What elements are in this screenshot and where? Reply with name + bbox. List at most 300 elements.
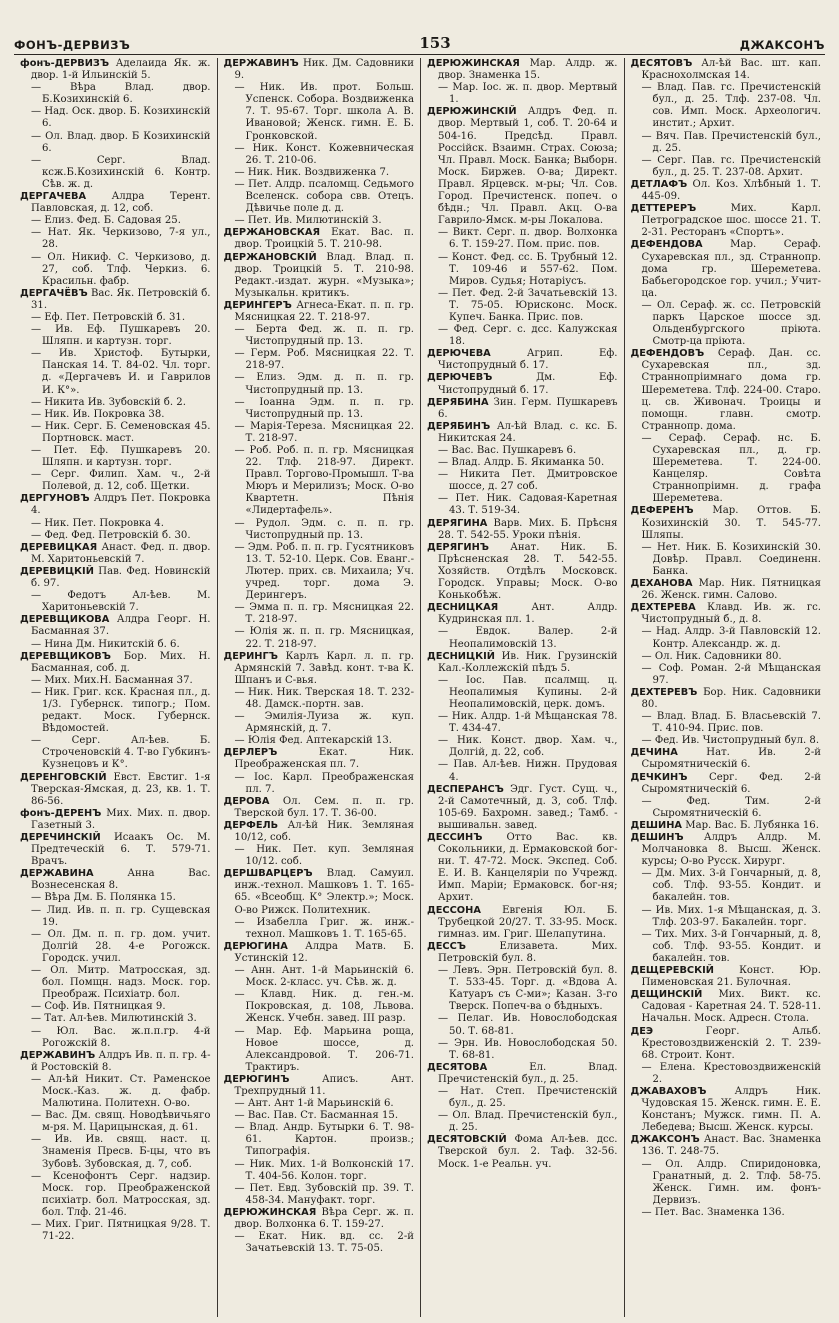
surname: ДЕРЖАВИНА (20, 868, 94, 880)
surname: ДЕРЮЖИНСКАЯ (427, 58, 520, 69)
entry-text: Ол. Ник. Садовники 80. (654, 650, 782, 662)
entry-continuation (224, 626, 415, 650)
entry-text: Мар. Іос. ж. п. двор. Мертвый 1. (449, 82, 618, 106)
directory-entry (631, 820, 822, 832)
entry-continuation (224, 397, 415, 421)
entry-continuation (224, 711, 415, 735)
surname: ДЕРГУНОВЪ (20, 493, 90, 505)
directory-entry (224, 747, 415, 771)
surname: ДЕРЖАНОВСКІЙ (223, 251, 317, 263)
entry-text: Мар. Сераф. Сухаревская пл., зд. Страннопр. дома гр. Шереметева. Бабьегородское гор. учил.; Учит-ца. (641, 239, 821, 299)
entry-text: Викт. Серг. п. двор. Волхонка 6. Т. 159-27. Пом. прис. пов. (449, 227, 618, 251)
entry-text: Влад. Влад. Б. Власьевскій 7. Т. 410-94. Прис. пов. (652, 711, 822, 735)
directory-entry (427, 348, 618, 372)
entry-text: Пет. Еф. Пушкаревъ 20. Шляпн. и картузн. торг. (42, 445, 211, 469)
entry-text: Алдръ Пет. Покровка 4. (31, 493, 211, 517)
entry-text: Бор. Мих. Н. Басманная, соб. д. (31, 650, 211, 674)
entry-text: Вѣра Дм. Б. Полянка 15. (44, 892, 176, 904)
entry-continuation (224, 542, 415, 602)
entry-continuation (20, 675, 211, 687)
entry-continuation (427, 1038, 618, 1062)
entry-text: Серг. Влад. ксж.Б.Козихинскій 6. Контр. Сѣв. ж. д. (42, 154, 211, 190)
directory-entry (631, 578, 822, 602)
entry-continuation (20, 1110, 211, 1134)
entry-continuation (631, 796, 822, 820)
entry-continuation (224, 421, 415, 445)
entry-continuation (427, 1013, 618, 1037)
running-head-right: ДЖАКСОНЪ (739, 38, 825, 52)
columns (14, 58, 827, 1317)
surname: ДЕЭ (630, 1025, 654, 1037)
directory-entry (631, 203, 822, 239)
directory-entry (20, 191, 211, 215)
entry-continuation (631, 155, 822, 179)
entry-text: Ник. Ник. Тверская 18. Т. 232-48. Дамск.-портн. зав. (245, 686, 414, 710)
entry-text: Ал-ѣй Влад. с. кс. Б. Никитская 24. (438, 420, 618, 444)
entry-text: Эдм. Роб. п. п. гр. Гусятниковъ 13. Т. 52-10. Церк. Сов. Еванг.-Лютер. прих. св. Михаила; Уч. учред. торг. дома Э. Дерингеръ. (245, 541, 415, 602)
entry-text: Ив. Еф. Пушкаревъ 20. Шляпн. и картузн. торг. (42, 324, 211, 348)
entry-continuation (20, 965, 211, 1001)
entry-text: Ник. Ив. Покровка 38. (44, 408, 165, 420)
entry-text: Над. Алдр. 3-й Павловскій 12. Контр. Александр. ж. д. (652, 626, 821, 650)
entry-text: Эмма п. п. гр. Мясницкая 22. Т. 218-97. (245, 602, 414, 626)
entry-continuation (20, 397, 211, 409)
entry-continuation (20, 518, 211, 530)
entry-text: Левъ. Эрн. Петровскій бул. 8. Т. 533-45. Торг. д. «Вдова А. Катуаръ съ С-ми»; Казан. 3-го Тверск. Попеч-ва о бѣдныхъ. (449, 965, 618, 1013)
entry-continuation (427, 626, 618, 650)
surname: ДЕСНИЦКАЯ (427, 602, 499, 614)
surname: ДЕССИНЪ (427, 832, 483, 843)
header-rule (14, 54, 825, 55)
entry-continuation (631, 929, 822, 965)
entry-text: Рудол. Эдм. с. п. п. гр. Чистопрудный пр. 13. (245, 517, 414, 541)
surname: ДЕРЖАВИНЪ (20, 1049, 96, 1061)
entry-continuation (224, 772, 415, 796)
entry-text: Исаакъ Ос. М. Предтеческій 6. Т. 579-71. Врачъ. (31, 832, 211, 868)
entry-text: Марія-Тереза. Мясницкая 22. Т. 218-97. (245, 420, 414, 444)
entry-text: Елиз. Эдм. д. п. п. гр. Чистопрудный пр. 13. (245, 372, 414, 396)
column-2 (218, 58, 422, 1317)
directory-entry (427, 542, 618, 602)
entry-text: Ник. Пет. Покровка 4. (44, 517, 164, 529)
surname: ДЕСПЕРАНСЪ (427, 783, 504, 795)
entry-continuation (20, 421, 211, 445)
entry-text: Отто Вас. кв. Сокольники, д. Ермаковской бог-ни. Т. 47-72. Моск. Экспед. Соб. Е. И. В. Канцеляріи по Учрежд. Имп. Маріи; Ермаковск. бог-ня; Архит. (438, 832, 618, 904)
entry-text: Юл. Вас. ж.п.п.гр. 4-й Рогожскій 8. (42, 1025, 211, 1049)
entry-continuation (631, 433, 822, 506)
entry-continuation (224, 917, 415, 941)
entry-continuation (427, 1110, 618, 1134)
entry-text: Никита Пет. Дмитровское шоссе, д. 27 соб. (449, 469, 618, 493)
surname: ДЕРШВАРЦЕРЪ (223, 868, 313, 880)
directory-entry (20, 614, 211, 638)
entry-text: Влад. Пав. гс. Пречистенскій бул., д. 25. Тлф. 237-08. Чл. сов. Имп. Моск. Археологич. инстит.; Архит. (652, 82, 821, 130)
directory-entry (20, 651, 211, 675)
surname: ДЕРЮЧЕВЪ (427, 372, 493, 384)
directory-entry (427, 832, 618, 905)
entry-continuation (631, 1207, 822, 1219)
surname: ДЕССОНА (427, 904, 481, 916)
entry-continuation (20, 312, 211, 324)
entry-continuation (631, 868, 822, 904)
directory-entry (427, 1062, 618, 1086)
entry-text: Алдръ Ник. Чудовская 15. Женск. гимн. Е. Е. Констанъ; Мужск. гимн. П. А. Лебедева; Высш. Женск. курсы. (641, 1085, 821, 1134)
directory-entry (631, 1026, 822, 1062)
directory-entry (427, 602, 618, 626)
directory-entry (631, 832, 822, 868)
entry-continuation (20, 1001, 211, 1013)
running-head-left: ФОНЪ-ДЕРВИЗЪ (14, 38, 131, 52)
surname: ДЕСЯТОВА (427, 1061, 488, 1073)
entry-text: Влад. Андр. Бутырки 6. Т. 98-61. Картон. произв.; Типографія. (245, 1122, 414, 1158)
entry-text: Нат. Степ. Пречистенскій бул., д. 25. (449, 1085, 618, 1110)
entry-text: Дм. Мих. 3-й Гончарный, д. 8, соб. Тлф. 93-55. Кондит. и бакалейн. тов. (652, 868, 821, 904)
entry-text: Карлъ Карл. л. п. гр. Армянскій 7. Завѣд. конт. т-ва К. Шпанъ и С-вья. (234, 650, 414, 686)
column-3 (421, 58, 625, 1317)
entry-continuation (20, 1026, 211, 1050)
entry-text: Ел. Влад. Пречистенскій бул., д. 25. (438, 1061, 618, 1085)
surname: ДЕРЯБИНА (427, 396, 489, 408)
entry-text: Влад. Самуил. инж.-технол. Машковъ 1. Т. 165-65. «Всеобщ. К° Электр.»; Моск. О-во Рижск. Политехник. (234, 868, 414, 916)
entry-continuation (20, 590, 211, 614)
entry-text: Фед. Тим. 2-й Сыромятническій 6. (652, 795, 821, 819)
entry-continuation (427, 252, 618, 288)
entry-text: Ник. Пет. куп. Земляная 10/12. соб. (245, 844, 414, 868)
entry-continuation (224, 445, 415, 518)
directory-entry (20, 1050, 211, 1074)
entry-text: Мар. Вас. Б. Лубянка 16. (685, 819, 819, 831)
surname: ДЕРЮЖИНСКАЯ (223, 1206, 317, 1218)
entry-text: Вас. Вас. Пушкаревъ 6. (451, 445, 577, 456)
directory-entry (224, 227, 415, 251)
entry-text: Мих. Мих.Н. Басманная 37. (44, 674, 193, 686)
surname: ДЕРЕЧИНСКІЙ (20, 832, 101, 843)
entry-text: Ал-ѣй Ник. Земляная 10/12, соб. (234, 819, 414, 843)
entry-continuation (224, 989, 415, 1025)
entry-continuation (20, 1074, 211, 1110)
surname: ДЖАВАХОВЪ (630, 1085, 707, 1097)
entry-continuation (224, 965, 415, 989)
directory-entry (427, 784, 618, 832)
entry-continuation (224, 518, 415, 542)
entry-text: Мар. Алдр. ж. двор. Знаменка 15. (438, 58, 618, 82)
entry-text: Вѣра Серг. ж. п. двор. Волхонка 6. Т. 159-27. (234, 1206, 414, 1230)
entry-text: Алдръ Ив. п. п. гр. 4-й Ростовскій 8. (31, 1049, 211, 1073)
entry-continuation (20, 1171, 211, 1219)
entry-text: Соф. Ив. Пятницкая 9. (44, 1001, 166, 1013)
entry-text: Над. Оск. двор. Б. Козихинскій 6. (42, 106, 211, 130)
entry-continuation (631, 651, 822, 663)
entry-text: Тат. Ал-ѣев. Милютинскій 3. (44, 1013, 197, 1025)
surname: ДЕРЮГИНА (223, 940, 288, 952)
directory-entry (631, 348, 822, 433)
entry-text: Эрн. Ив. Новослободская 50. Т. 68-81. (449, 1037, 618, 1061)
entry-text: Герм. Роб. Мясницкая 22. Т. 218-97. (245, 348, 414, 372)
entry-continuation (631, 131, 822, 155)
entry-continuation (224, 1122, 415, 1158)
surname: ДЕШИНА (630, 819, 683, 831)
directory-entry (224, 820, 415, 844)
entry-continuation (631, 735, 822, 747)
entry-text: Нат. Ив. 2-й Сыромятническій 6. (641, 747, 821, 771)
page-header (14, 26, 825, 52)
entry-continuation (20, 735, 211, 771)
directory-entry (20, 772, 211, 808)
directory-entry (224, 868, 415, 916)
directory-entry (224, 651, 415, 687)
entry-continuation (427, 735, 618, 759)
entry-text: Анат. Ник. Б. Прѣсненская 28. Т. 542-55. Хозяйств. Отдѣлъ Московск. Городск. Управы; Моск. О-во Конькобѣж. (438, 541, 618, 602)
entry-text: Серг. Ал-ѣев. Б. Строченовскій 4. Т-во Губкинъ-Кузнецовъ и К°. (42, 735, 211, 771)
entry-text: Вѣра Влад. двор. Б.Козихинскій 6. (42, 82, 211, 106)
entry-text: Ол. Сем. п. п. гр. Тверской бул. 17. Т. 36-00. (234, 795, 414, 819)
surname: ДЕРЖАВИНЪ (223, 58, 299, 69)
entry-text: Ол. Коз. Хлѣбный 1. Т. 445-09. (641, 178, 822, 203)
surname: ДЕСЯТОВЪ (630, 58, 693, 69)
surname: ДЕФЕНДОВА (630, 239, 703, 251)
entry-continuation (20, 348, 211, 396)
surname: ДЕЧИНА (630, 747, 678, 759)
entry-text: Пет. Фед. 2-й Зачатьевскій 13. Т. 75-05. Юрисконс. Моск. Купеч. Банка. Прис. пов. (449, 287, 618, 323)
column-4 (625, 58, 828, 1317)
directory-entry (631, 505, 822, 541)
directory-entry (631, 687, 822, 711)
entry-text: Алдра Георг. Н. Басманная 37. (31, 614, 211, 638)
entry-text: Еф. Пет. Петровскій б. 31. (44, 311, 186, 323)
surname: ДЕРЮЧЕВА (427, 348, 491, 360)
surname: ДЕХАНОВА (630, 578, 693, 590)
entry-text: Изабелла Григ. ж. инж.-технол. Машковъ 1. Т. 165-65. (245, 916, 414, 940)
entry-text: Мар. Оттов. Б. Козихинскій 30. Т. 545-77. Шляпы. (641, 505, 821, 541)
entry-text: Фома Ал-ѣев. дсс. Тверской бул. 2. Таф. 32-56. Моск. 1-е Реальн. уч. (438, 1134, 618, 1170)
entry-continuation (224, 1098, 415, 1110)
entry-continuation (427, 1086, 618, 1110)
entry-text: Анаст. Фед. п. двор. М. Харитоньевскій 7. (31, 541, 211, 565)
directory-entry (224, 58, 415, 82)
directory-entry (631, 747, 822, 771)
entry-text: Ол. Влад. двор. Б Козихинскій 6. (42, 130, 211, 154)
entry-text: Іос. Карл. Преображенская пл. 7. (245, 771, 414, 795)
entry-text: Аписъ. Ант. Трехпрудный 11. (234, 1073, 414, 1097)
directory-entry (631, 179, 822, 203)
entry-text: Евгенія Юл. Б. Трубецкой 20/27. Т. 33-95. Моск. гимназ. им. Григ. Шелапутина. (438, 904, 618, 940)
entry-text: Ксенофонтъ Серг. надзир. Моск. гор. Преображенской психіатр. бол. Матросская, зд. бол. Тлф. 21-46. (42, 1170, 211, 1218)
surname: ДЕРЕВИЦКІЙ (20, 565, 94, 577)
entry-text: Евдок. Валер. 2-й Неопалимовскій 13. (449, 626, 618, 650)
entry-text: Ол. Влад. Пречистенскій бул., д. 25. (449, 1110, 618, 1134)
entry-continuation (427, 82, 618, 106)
entry-continuation (20, 929, 211, 965)
entry-continuation (631, 82, 822, 130)
entry-text: Вас. Пав. Ст. Басманная 15. (247, 1110, 399, 1122)
entry-text: Ник. Мих. 1-й Волконскій 17. Т. 404-56. Колон. торг. (245, 1158, 414, 1182)
surname: ДЕЧКИНЪ (630, 771, 688, 783)
entry-text: Серг. Фед. 2-й Сыромятническій 6. (641, 771, 821, 795)
entry-continuation (20, 892, 211, 904)
entry-text: Юлія ж. п. п. гр. Мясницкая, 22. Т. 218-97. (245, 626, 414, 650)
surname: ДЕТТЕРЕРЪ (630, 203, 697, 215)
entry-continuation (20, 131, 211, 155)
surname: ДЕХТЕРЕВЪ (630, 686, 698, 698)
entry-continuation (427, 711, 618, 735)
directory-entry (20, 493, 211, 517)
entry-continuation (631, 905, 822, 929)
entry-text: Іос. Пав. псалмщ. ц. Неопалимыя Купины. 2-й Неопалимовскій, церк. домъ. (449, 674, 618, 710)
directory-entry (224, 796, 415, 820)
entry-text: Варв. Мих. Б. Прѣсня 28. Т. 542-55. Уроки пѣнія. (438, 517, 618, 541)
entry-text: Нина Дм. Никитскій б. 6. (44, 638, 180, 650)
surname: ДЕРЮЖИНСКІЙ (427, 106, 517, 118)
entry-text: Соф. Роман. 2-й Мѣщанская 97. (652, 662, 821, 686)
entry-continuation (427, 457, 618, 469)
entry-continuation (631, 663, 822, 687)
entry-text: Влад. Влад. п. двор. Троицкій 5. Т. 210-98. Редакт.-издат. журн. «Музыка»; Музыкальн. критикъ. (234, 251, 414, 299)
directory-entry (20, 832, 211, 868)
entry-text: Мар. Еф. Марьина роща, Новое шоссе, д. Александровой. Т. 206-71. Трактиръ. (245, 1025, 414, 1073)
entry-text: Зин. Герм. Пушкаревъ 6. (438, 396, 618, 420)
entry-text: Ник. Григ. кск. Красная пл., д. 1/3. Губернск. типогр.; Пом. редакт. Моск. Губернск. Вѣдомостей. (42, 686, 211, 735)
entry-continuation (427, 965, 618, 1013)
entry-text: Конст. Фед. сс. Б. Трубный 12. Т. 109-46 и 557-62. Пом. Миров. Судья; Нотаріусъ. (449, 251, 618, 287)
entry-continuation (427, 324, 618, 348)
directory-entry (427, 941, 618, 965)
entry-continuation (20, 905, 211, 929)
surname: ДЕФЕНДОВЪ (630, 348, 705, 360)
entry-text: Ник. Дм. Садовники 9. (234, 58, 414, 82)
entry-continuation (20, 252, 211, 288)
entry-continuation (20, 215, 211, 227)
entry-text: Роб. Роб. п. п. гр. Мясницкая 22. Тлф. 218-97. Директ. Правл. Торгово-Промышл. Т-ва Мюръ и Мерилизъ; Моск. О-во Квартетн. Пѣнія «Лидертафель». (245, 445, 414, 517)
surname: ДЕРИНГЪ (223, 650, 278, 662)
entry-text: Серг. Филип. Хам. ч., 2-й Полевой, д. 12, соб. Щетки. (42, 469, 211, 493)
surname: ДЕРЕВЩИКОВА (20, 614, 110, 626)
surname: ДЕРГАЧЕВА (20, 191, 87, 203)
entry-continuation (20, 1219, 211, 1243)
entry-continuation (20, 469, 211, 493)
entry-continuation (224, 167, 415, 179)
directory-entry (631, 602, 822, 626)
directory-entry (20, 868, 211, 892)
directory-entry (20, 566, 211, 590)
entry-text: Фед. Серг. с. дсс. Калужская 18. (449, 324, 618, 348)
directory-entry (427, 1134, 618, 1170)
entry-continuation (20, 155, 211, 191)
directory-entry (631, 58, 822, 82)
entry-text: Пав. Ал-ѣев. Нижн. Прудовая 4. (449, 759, 618, 783)
entry-continuation (224, 1110, 415, 1122)
entry-text: Алдра Терент. Павловская, д. 12, соб. (31, 191, 211, 215)
directory-entry (631, 989, 822, 1025)
entry-text: Анаст. Вас. Знаменка 136. Т. 248-75. (641, 1134, 821, 1158)
directory-entry (20, 808, 211, 832)
entry-text: Мар. Ник. Пятницкая 26. Женск. гимн. Салово. (641, 578, 821, 602)
entry-text: Ол. Сераф. ж. сс. Петровскій паркъ Царское шоссе зд. Ольденбургского пріюта. Смотр-ца пріюта. (652, 299, 821, 348)
surname: ДЕРФЕЛЬ (223, 819, 279, 831)
entry-continuation (631, 1159, 822, 1207)
entry-text: Федотъ Ал-ѣев. М. Харитоньевскій 7. (42, 590, 211, 614)
entry-continuation (224, 143, 415, 167)
entry-text: Мих. Григ. Пятницкая 9/28. Т. 71-22. (42, 1219, 211, 1243)
entry-text: Нат. Як. Черкизово, 7-я ул., 28. (42, 227, 211, 251)
entry-text: Серг. Пав. гс. Пречистенскій бул., д. 25. Т. 237-08. Архит. (652, 154, 821, 178)
entry-continuation (224, 348, 415, 372)
surname: ДЕХТЕРЕВА (630, 602, 696, 614)
directory-entry (631, 1086, 822, 1134)
surname: ДЕФЕРЕНЪ (630, 505, 694, 517)
entry-text: Георг. Альб. Крестовоздвиженскій 2. Т. 239-68. Строит. Конт. (641, 1025, 821, 1061)
entry-continuation (224, 687, 415, 711)
directory-entry (20, 58, 211, 82)
surname: ДЖАКСОНЪ (630, 1134, 700, 1146)
entry-continuation (20, 82, 211, 106)
entry-continuation (427, 469, 618, 493)
entry-text: Екат. Ник. вд. сс. 2-й Зачатьевскій 13. Т. 75-05. (245, 1231, 414, 1255)
entry-text: Алдра Матв. Б. Устинскій 12. (234, 940, 414, 964)
entry-continuation (224, 82, 415, 142)
surname: ДЕРЕВИЦКАЯ (20, 541, 98, 553)
directory-entry (427, 372, 618, 396)
entry-text: Елена. Крестовоздвиженскій 2. (652, 1061, 821, 1085)
surname: ДЕРЯГИНА (427, 517, 488, 529)
entry-text: Ник. Ник. Воздвиженка 7. (247, 166, 390, 178)
entry-continuation (224, 324, 415, 348)
directory-entry (427, 421, 618, 445)
entry-text: Ол. Митр. Матросская, зд. бол. Помщн. надз. Моск. гор. Преображ. Психіатр. бол. (42, 965, 211, 1001)
entry-continuation (20, 687, 211, 735)
entry-text: Ол. Дм. п. п. гр. дом. учит. Долгій 28. 4-е Рогожск. Городск. учил. (42, 928, 211, 964)
entry-text: Лид. Ив. п. п. гр. Сущевская 19. (42, 904, 211, 928)
directory-entry (427, 106, 618, 227)
entry-continuation (20, 445, 211, 469)
entry-text: Ант. Алдр. Кудринская пл. 1. (438, 602, 618, 626)
directory-entry (427, 58, 618, 82)
entry-text: Вас. Дм. свящ. Новодѣвичьяго м-ря. М. Царицынская, д. 61. (42, 1110, 211, 1134)
surname: ДЕРЯГИНЪ (427, 541, 489, 553)
directory-entry (20, 288, 211, 312)
entry-text: Дм. Еф. Чистопрудный б. 17. (438, 372, 618, 396)
entry-continuation (224, 1026, 415, 1074)
surname: ДЕРЮГИНЪ (223, 1073, 290, 1085)
entry-continuation (20, 530, 211, 542)
entry-continuation (427, 493, 618, 517)
entry-text: Фед. Ив. Чистопрудный бул. 8. (654, 735, 820, 747)
directory-entry (224, 252, 415, 300)
entry-text: Анн. Ант. 1-й Марьинскій 6. Моск. 2-класс. уч. Сѣв. ж. д. (245, 965, 414, 989)
entry-text: Пет. Ив. Милютинскій 3. (247, 215, 382, 227)
surname: ДЕСЯТОВСКІЙ (427, 1134, 507, 1146)
surname: ДЕССЪ (427, 940, 467, 952)
surname: ДЕРОВА (223, 795, 270, 807)
entry-text: Пет. Ник. Садовая-Каретная 43. Т. 519-34. (449, 493, 618, 517)
entry-text: Алдръ Алдр. М. Молчановка 8. Высш. Женск. курсы; О-во Русск. Хирург. (641, 832, 821, 868)
entry-continuation (631, 711, 822, 735)
directory-entry (224, 1207, 415, 1231)
entry-continuation (20, 106, 211, 130)
entry-text: Алдръ Фед. п. двор. Мертвый 1, соб. Т. 20-64 и 504-16. Предсѣд. Правл. Россійск. Взаимн. Страх. Союза; Чл. Правл. Моск. Банка; Выборн. Моск. Биржев. О-ва; Директ. Правл. Ярцевск. м-ры; Чл. Сов. Город. Пречистенск. попеч. о бѣдн.; Чл. Правл. Акц. О-ва Гаврило-Ямск. м-ры Локалова. (438, 106, 618, 227)
entry-text: Никита Ив. Зубовскій б. 2. (44, 396, 186, 408)
entry-text: Ив. Ник. Грузинскій Кал.-Коллежскій пѣдъ 5. (438, 650, 618, 674)
entry-text: Ник. Конст. Кожевническая 26. Т. 210-06. (245, 142, 414, 166)
directory-entry (631, 772, 822, 796)
entry-continuation (224, 735, 415, 747)
entry-text: Вяч. Пав. Пречистенскій бул., д. 25. (652, 130, 821, 154)
entry-continuation (224, 844, 415, 868)
entry-text: Фед. Фед. Петровскій б. 30. (44, 529, 191, 541)
surname: ДЕЩЕРЕВСКІЙ (630, 965, 714, 977)
entry-text: Аделаида Як. ж. двор. 1-й Ильинскій 5. (31, 58, 211, 82)
surname: фонъ-ДЕРЕНЪ (20, 807, 102, 819)
entry-text: Ник. Серг. Б. Семеновская 45. Портновск. маст. (42, 420, 211, 444)
